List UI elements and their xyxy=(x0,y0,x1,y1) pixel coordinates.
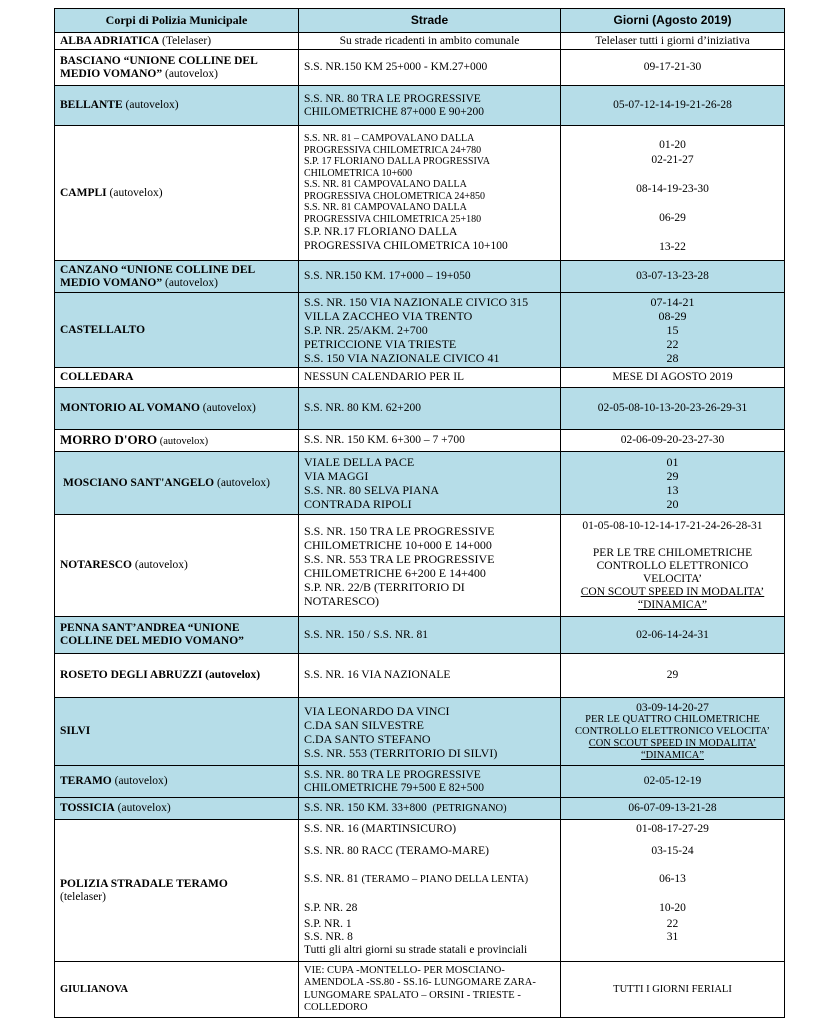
corpo-name: PENNA SANT’ANDREA “UNIONE COLLINE DEL MEDIO VOMANO” xyxy=(60,622,244,647)
strade-cell xyxy=(299,766,561,798)
note-line: PER LE TRE CHILOMETRICHE xyxy=(592,546,753,559)
giorni-line: 29 xyxy=(666,469,679,483)
table-row xyxy=(55,368,785,388)
giorni-line: 02-21-27 xyxy=(651,153,694,166)
corpo-suffix: (autovelox) xyxy=(106,186,163,199)
giorni-cell: 02-05-08-10-13-20-23-26-29-31 xyxy=(561,388,785,430)
table-row xyxy=(55,126,785,261)
strada-line: CHILOMETRICHE 6+200 E 14+400 xyxy=(304,565,486,580)
corpo-suffix: (autovelox) xyxy=(157,436,209,447)
header-strade: Strade xyxy=(299,9,561,33)
giorni-line: 31 xyxy=(666,931,679,943)
corpo-suffix: (autovelox) xyxy=(162,67,218,80)
corpo-name: MORRO D'ORO xyxy=(60,432,158,447)
strada-line: S.S. NR. 81 CAMPOVALANO DALLA xyxy=(304,202,467,213)
strade-cell xyxy=(299,86,561,126)
corpo-name: BELLANTE xyxy=(60,99,123,111)
strada-line: VILLA ZACCHEO VIA TRENTO xyxy=(304,309,473,323)
note-line: CON SCOUT SPEED IN MODALITA’ xyxy=(588,737,757,749)
strada-line: CHILOMETRICHE 87+000 E 90+200 xyxy=(304,105,485,118)
giorni-cell xyxy=(561,515,785,617)
corpo-cell xyxy=(55,261,299,293)
giorni-cell xyxy=(561,293,785,368)
giorni-cell xyxy=(561,698,785,766)
strade-cell xyxy=(299,293,561,368)
corpo-cell xyxy=(55,798,299,820)
strada-line: C.DA SANTO STEFANO xyxy=(304,731,431,746)
corpo-name: MONTORIO AL VOMANO xyxy=(60,402,200,414)
giorni-line: 13-22 xyxy=(659,240,686,253)
corpo-cell xyxy=(55,962,299,1018)
table-row xyxy=(55,261,785,293)
header-row xyxy=(55,9,785,33)
corpo-cell xyxy=(55,86,299,126)
table-row xyxy=(55,33,785,50)
strada-line: AMENDOLA -SS.80 - SS.16- LUNGOMARE ZARA- xyxy=(304,977,536,988)
corpo-name: ROSETO DEGLI ABRUZZI (autovelox) xyxy=(60,669,261,681)
strade-cell xyxy=(299,126,561,261)
strada-line: VIA MAGGI xyxy=(304,469,369,483)
strade-cell xyxy=(299,698,561,766)
giorni-line: 03-09-14-20-27 xyxy=(636,701,709,714)
corpo-suffix: (telelaser) xyxy=(60,890,106,903)
strade-cell: Su strade ricadenti in ambito comunale xyxy=(299,33,561,50)
strada-line: S.P. NR. 22/B (TERRITORIO DI xyxy=(304,579,465,594)
corpo-name: BASCIANO “UNIONE COLLINE DEL MEDIO VOMANO” xyxy=(60,54,258,80)
corpo-suffix: (Telelaser) xyxy=(159,34,212,47)
giorni-cell xyxy=(561,820,785,962)
strada-line: S.S. NR. 80 RACC (TERAMO-MARE) xyxy=(304,845,489,857)
strade-cell xyxy=(299,515,561,617)
strade-cell xyxy=(299,820,561,962)
giorni-line: 01-05-08-10-12-14-17-21-24-26-28-31 xyxy=(582,519,763,532)
strade-cell xyxy=(299,452,561,515)
strada-line: S.P. 17 FLORIANO DALLA PROGRESSIVA xyxy=(304,156,490,167)
strada-line: S.S. NR. 150 TRA LE PROGRESSIVE xyxy=(304,523,495,538)
corpo-cell xyxy=(55,368,299,388)
table-row xyxy=(55,617,785,654)
strada-line: S.P. NR. 28 xyxy=(304,902,358,914)
strada-line: S.S. NR. 553 TRA LE PROGRESSIVE xyxy=(304,551,495,566)
corpo-cell xyxy=(55,452,299,515)
strada-line: S.S. NR. 553 (TERRITORIO DI SILVI) xyxy=(304,745,498,760)
strada-line: LUNGOMARE SPALATO – ORSINI - TRIESTE - xyxy=(304,989,521,1001)
strada-line: PETRICCIONE VIA TRIESTE xyxy=(304,337,457,351)
corpo-name: COLLEDARA xyxy=(60,371,134,383)
giorni-cell: 09-17-21-30 xyxy=(561,50,785,86)
table-row xyxy=(55,452,785,515)
header-giorni: Giorni (Agosto 2019) xyxy=(561,9,785,33)
corpo-cell xyxy=(55,515,299,617)
note-line: CON SCOUT SPEED IN MODALITA’ xyxy=(580,585,765,598)
corpo-cell xyxy=(55,293,299,368)
strade-cell xyxy=(299,962,561,1018)
header-corpi: Corpi di Polizia Municipale xyxy=(55,9,299,33)
giorni-line: 15 xyxy=(666,323,679,337)
giorni-cell: 02-06-09-20-23-27-30 xyxy=(561,430,785,452)
giorni-line: 10-20 xyxy=(659,902,686,914)
corpo-suffix: (autovelox) xyxy=(199,402,256,414)
giorni-line: 22 xyxy=(666,918,679,930)
strada-line: PROGRESSIVA CHILOMETRICA 25+180 xyxy=(304,213,482,225)
table-row xyxy=(55,293,785,368)
note-line: “DINAMICA” xyxy=(638,598,707,611)
strade-cell: S.S. NR. 150 / S.S. NR. 81 xyxy=(299,617,561,654)
giorni-line: 06-13 xyxy=(659,873,686,885)
strada-line: S.S. NR. 150 VIA NAZIONALE CIVICO 315 xyxy=(304,295,529,309)
strada-line: S.P. NR. 1 xyxy=(304,918,352,930)
strada-line: S.S. NR. 81 xyxy=(304,873,359,885)
strada-line: C.DA SAN SILVESTRE xyxy=(304,717,424,732)
strada-line: CHILOMETRICA 10+600 xyxy=(304,167,413,179)
giorni-line: 22 xyxy=(666,337,679,351)
corpo-name: GIULIANOVA xyxy=(60,984,129,995)
strada-extra: (PETRIGNANO) xyxy=(432,803,507,814)
corpo-name: NOTARESCO xyxy=(60,559,132,571)
corpo-name: POLIZIA STRADALE TERAMO xyxy=(60,877,228,890)
table-row xyxy=(55,962,785,1018)
corpo-cell xyxy=(55,50,299,86)
strada-line: S.S. NR. 81 CAMPOVALANO DALLA xyxy=(304,179,467,190)
strade-cell: S.S. NR. 80 KM. 62+200 xyxy=(299,388,561,430)
strada-line: PROGRESSIVA CHOLOMETRICA 24+850 xyxy=(304,190,486,202)
giorni-line: 28 xyxy=(666,351,679,365)
note-line: “DINAMICA” xyxy=(641,749,704,761)
note-line: PER LE QUATTRO CHILOMETRICHE xyxy=(585,713,760,725)
corpo-cell xyxy=(55,617,299,654)
corpo-suffix: (autovelox) xyxy=(111,775,168,787)
strada-line: S.P. NR.17 FLORIANO DALLA xyxy=(304,226,458,238)
table-row xyxy=(55,86,785,126)
giorni-line: 06-29 xyxy=(659,211,686,224)
giorni-line: 20 xyxy=(666,497,679,511)
strade-cell: S.S. NR. 16 VIA NAZIONALE xyxy=(299,654,561,698)
corpo-name: ALBA ADRIATICA xyxy=(60,34,160,47)
giorni-cell: 03-07-13-23-28 xyxy=(561,261,785,293)
giorni-line: 01 xyxy=(666,455,679,469)
note-line: CONTROLLO ELETTRONICO VELOCITA’ xyxy=(575,725,770,737)
table-row xyxy=(55,430,785,452)
note-line: CONTROLLO ELETTRONICO VELOCITA’ xyxy=(596,559,749,585)
corpo-suffix: (autovelox) xyxy=(214,476,271,489)
strada-line: S.S. NR. 81 – CAMPOVALANO DALLA xyxy=(304,133,475,144)
giorni-cell: 02-05-12-19 xyxy=(561,766,785,798)
corpo-name: CASTELLALTO xyxy=(60,323,146,336)
strada-line: CHILOMETRICHE 79+500 E 82+500 xyxy=(304,781,485,794)
strada-line: PROGRESSIVA CHILOMETRICA 24+780 xyxy=(304,144,482,156)
giorni-line: 08-14-19-23-30 xyxy=(636,182,709,195)
corpo-cell xyxy=(55,654,299,698)
giorni-cell xyxy=(561,126,785,261)
strade-cell xyxy=(299,798,561,820)
strada-line: CHILOMETRICHE 10+000 E 14+000 xyxy=(304,537,492,552)
strada-text: S.S. NR. 150 KM. 33+800 xyxy=(304,802,427,814)
strada-line: S.S. NR. 80 TRA LE PROGRESSIVE xyxy=(304,768,481,781)
corpo-cell xyxy=(55,33,299,50)
strada-line: VIA LEONARDO DA VINCI xyxy=(304,703,450,718)
corpo-suffix: (autovelox) xyxy=(114,802,171,814)
giorni-cell: 02-06-14-24-31 xyxy=(561,617,785,654)
table-row xyxy=(55,50,785,86)
corpo-name: SILVI xyxy=(60,725,91,737)
corpo-cell xyxy=(55,766,299,798)
corpo-suffix: (autovelox) xyxy=(122,99,179,111)
corpo-name: CANZANO “UNIONE COLLINE DEL MEDIO VOMANO” xyxy=(60,263,255,289)
strada-line-detail: (TERAMO – PIANO DELLA LENTA) xyxy=(361,874,529,885)
giorni-cell: 29 xyxy=(561,654,785,698)
table-row xyxy=(55,766,785,798)
strade-cell: S.S. NR.150 KM 25+000 - KM.27+000 xyxy=(299,50,561,86)
strade-cell: NESSUN CALENDARIO PER IL xyxy=(299,368,561,388)
strade-cell: S.S. NR.150 KM. 17+000 – 19+050 xyxy=(299,261,561,293)
corpo-suffix: (autovelox) xyxy=(162,276,218,289)
giorni-cell: MESE DI AGOSTO 2019 xyxy=(561,368,785,388)
corpo-name: CAMPLI xyxy=(60,186,107,199)
corpo-cell xyxy=(55,388,299,430)
strada-line: COLLEDORO xyxy=(304,1002,368,1013)
strada-line: Tutti gli altri giorni su strade statali e provinciali xyxy=(304,944,528,956)
corpo-suffix: (autovelox) xyxy=(132,559,188,571)
corpo-name: TOSSICIA xyxy=(60,802,115,814)
table-row xyxy=(55,698,785,766)
table-row xyxy=(55,388,785,430)
strada-line: S.S. NR. 8 xyxy=(304,931,353,943)
strada-line: NOTARESCO) xyxy=(304,593,380,608)
giorni-cell: 06-07-09-13-21-28 xyxy=(561,798,785,820)
corpo-cell xyxy=(55,698,299,766)
giorni-line: 08-29 xyxy=(658,309,687,323)
giorni-line: 01-20 xyxy=(659,138,686,151)
giorni-line: 01-08-17-27-29 xyxy=(636,823,709,835)
table-row xyxy=(55,820,785,962)
strada-line: VIE: CUPA -MONTELLO- PER MOSCIANO- xyxy=(304,964,505,976)
strada-line: S.S. 150 VIA NAZIONALE CIVICO 41 xyxy=(304,351,500,365)
corpo-cell xyxy=(55,430,299,452)
speed-check-schedule-table xyxy=(54,8,785,1018)
giorni-cell xyxy=(561,452,785,515)
giorni-line: 13 xyxy=(666,483,679,497)
corpo-name: TERAMO xyxy=(60,775,112,787)
strada-line: S.S. NR. 80 TRA LE PROGRESSIVE xyxy=(304,92,481,105)
strada-line: CONTRADA RIPOLI xyxy=(304,497,412,511)
strada-line: S.S. NR. 80 SELVA PIANA xyxy=(304,483,440,497)
strada-line: VIALE DELLA PACE xyxy=(304,455,415,469)
strada-line: S.P. NR. 25/AKM. 2+700 xyxy=(304,323,428,337)
giorni-cell: 05-07-12-14-19-21-26-28 xyxy=(561,86,785,126)
giorni-line: 03-15-24 xyxy=(651,845,694,857)
corpo-cell xyxy=(55,126,299,261)
strada-line: PROGRESSIVA CHILOMETRICA 10+100 xyxy=(304,240,508,252)
giorni-cell: TUTTI I GIORNI FERIALI xyxy=(561,962,785,1018)
table-row xyxy=(55,654,785,698)
corpo-cell xyxy=(55,820,299,962)
table-row xyxy=(55,798,785,820)
table-row xyxy=(55,515,785,617)
strade-cell: S.S. NR. 150 KM. 6+300 – 7 +700 xyxy=(299,430,561,452)
corpo-name: MOSCIANO SANT'ANGELO xyxy=(63,476,215,489)
giorni-line: 07-14-21 xyxy=(650,295,695,309)
strada-line: S.S. NR. 16 (MARTINSICURO) xyxy=(304,823,457,835)
giorni-cell: Telelaser tutti i giorni d’iniziativa xyxy=(561,33,785,50)
